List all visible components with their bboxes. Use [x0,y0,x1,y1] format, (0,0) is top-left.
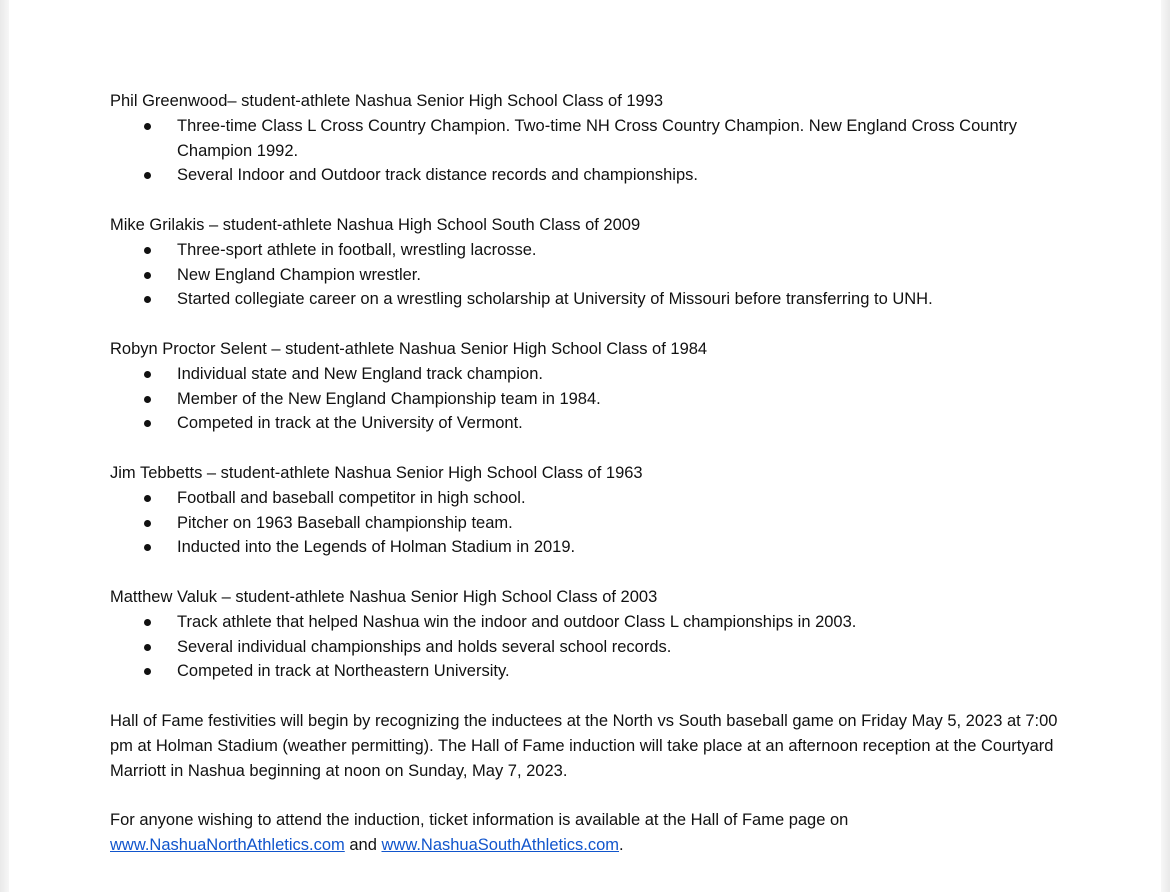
link-connector: and [349,835,377,854]
ticket-text: For anyone wishing to attend the induction, ticket information is available at the Hall of Fame page on [110,811,849,830]
festivities-paragraph: Hall of Fame festivities will begin by recognizing the inductees at the North vs South baseball game on Friday May 5, 2023 at 7:00 pm at Holman Stadium (weather permitting). The Hall of Fame induction will take place at an afternoon reception at the Courtyard Marriott in Nashua beginning at noon on Sunday, May 7, 2023. [110,711,1058,780]
north-athletics-link[interactable]: www.NashuaNorthAthletics.com [110,835,345,854]
south-athletics-link[interactable]: www.NashuaSouthAthletics.com [381,835,620,854]
achievement-list [110,238,1070,312]
inductee-heading: Mike Grilakis – student-athlete Nashua High School South Class of 2009 [110,215,641,234]
achievement-item: Football and baseball competitor in high school. [110,486,1070,511]
achievement-item: Three-time Class L Cross Country Champion. Two-time NH Cross Country Champion. New England Cross Country Champion 1992. [110,114,1070,164]
achievement-item: Inducted into the Legends of Holman Stadium in 2019. [110,535,1070,560]
achievement-item: New England Champion wrestler. [110,263,1070,288]
achievement-item: Three-sport athlete in football, wrestling lacrosse. [110,238,1070,263]
achievement-item: Competed in track at the University of Vermont. [110,411,1070,436]
achievement-item: Individual state and New England track champion. [110,362,1070,387]
achievement-list [110,610,1070,684]
inductee-section [110,585,1070,684]
inductee-heading: Jim Tebbetts – student-athlete Nashua Senior High School Class of 1963 [110,463,643,482]
inductee-section [110,337,1070,436]
achievement-list [110,486,1070,560]
inductee-heading: Phil Greenwood– student-athlete Nashua Senior High School Class of 1993 [110,92,664,110]
achievement-item: Several Indoor and Outdoor track distance records and championships. [110,163,1070,188]
inductee-heading: Matthew Valuk – student-athlete Nashua Senior High School Class of 2003 [110,587,658,606]
achievement-item: Competed in track at Northeastern University. [110,659,1070,684]
ticket-end: . [619,835,624,854]
achievement-item: Several individual championships and holds several school records. [110,635,1070,660]
achievement-list [110,362,1070,436]
achievement-item: Pitcher on 1963 Baseball championship team. [110,511,1070,536]
inductee-section [110,213,1070,312]
inductee-section [110,89,1070,188]
achievement-item: Member of the New England Championship team in 1984. [110,387,1070,412]
achievement-item: Track athlete that helped Nashua win the indoor and outdoor Class L championships in 2003. [110,610,1070,635]
achievement-list [110,114,1070,188]
inductee-heading: Robyn Proctor Selent – student-athlete Nashua Senior High School Class of 1984 [110,339,708,358]
ticket-paragraph [110,808,1070,858]
inductee-section [110,461,1070,560]
achievement-item: Started collegiate career on a wrestling scholarship at University of Missouri before transferring to UNH. [110,287,1070,312]
document-body [110,89,1070,883]
page-edge-left [0,0,9,892]
page-edge-right [1161,0,1170,892]
